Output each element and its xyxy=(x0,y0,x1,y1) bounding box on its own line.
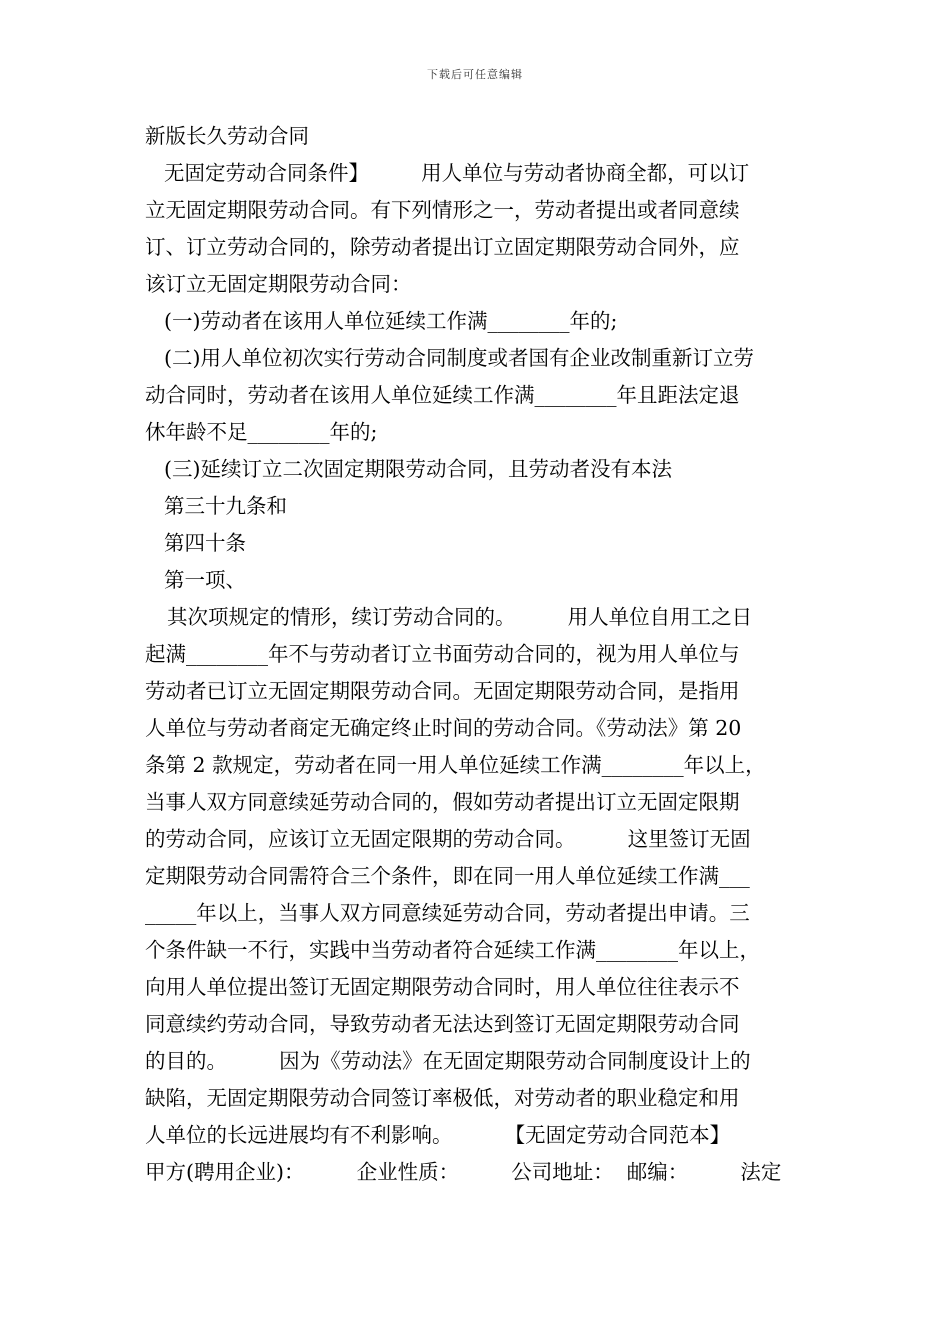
paragraph-line: 订、订立劳动合同的，除劳动者提出订立固定期限劳动合同外，应 xyxy=(145,235,740,259)
paragraph-line: 人单位与劳动者商定无确定终止时间的劳动合同。《劳动法》第 20 xyxy=(145,716,742,740)
list-item-three: (三)延续订立二次固定期限劳动合同，且劳动者没有本法 xyxy=(164,457,672,481)
paragraph-line: 的目的。 因为《劳动法》在无固定期限劳动合同制度设计上的 xyxy=(145,1049,751,1073)
paragraph-line: 无固定劳动合同条件】 用人单位与劳动者协商全都，可以订 xyxy=(164,161,750,185)
paragraph-line: 同意续约劳动合同，导致劳动者无法达到签订无固定期限劳动合同 xyxy=(145,1012,740,1036)
paragraph-line: 其次项规定的情形，续订劳动合同的。 用人单位自用工之日 xyxy=(167,605,753,629)
paragraph-line: 人单位的长远进展均有不利影响。 【无固定劳动合同范本】 xyxy=(145,1123,731,1147)
paragraph-line: 定期限劳动合同需符合三个条件，即在同一用人单位延续工作满___ xyxy=(145,864,750,888)
list-item-two: (二)用人单位初次实行劳动合同制度或者国有企业改制重新订立劳 xyxy=(164,346,754,370)
paragraph-line: 缺陷，无固定期限劳动合同签订率极低，对劳动者的职业稳定和用 xyxy=(145,1086,740,1110)
paragraph-line: 第三十九条和 xyxy=(164,494,287,518)
paragraph-line: 向用人单位提出签订无固定期限劳动合同时，用人单位往往表示不 xyxy=(145,975,740,999)
paragraph-line: 休年龄不足________年的; xyxy=(145,420,378,444)
download-note: 下载后可任意编辑 xyxy=(427,68,523,81)
paragraph-line: 该订立无固定期限劳动合同： xyxy=(145,272,412,296)
paragraph-line: 个条件缺一不行，实践中当劳动者符合延续工作满________年以上， xyxy=(145,938,760,962)
paragraph-line: 立无固定期限劳动合同。有下列情形之一，劳动者提出或者同意续 xyxy=(145,198,740,222)
paragraph-line: 起满________年不与劳动者订立书面劳动合同的，视为用人单位与 xyxy=(145,642,740,666)
document-title: 新版长久劳动合同 xyxy=(145,124,309,148)
paragraph-line: 当事人双方同意续延劳动合同的，假如劳动者提出订立无固定限期 xyxy=(145,790,740,814)
paragraph-line: 的劳动合同，应该订立无固定限期的劳动合同。 这里签订无固 xyxy=(145,827,751,851)
paragraph-line: 条第 2 款规定，劳动者在同一用人单位延续工作满________年以上， xyxy=(145,753,766,777)
paragraph-line: 第四十条 xyxy=(164,531,246,555)
paragraph-line: 劳动者已订立无固定期限劳动合同。无固定期限劳动合同，是指用 xyxy=(145,679,740,703)
paragraph-line: 动合同时，劳动者在该用人单位延续工作满________年且距法定退 xyxy=(145,383,740,407)
list-item-one: (一)劳动者在该用人单位延续工作满________年的; xyxy=(164,309,618,333)
paragraph-line: _____年以上，当事人双方同意续延劳动合同，劳动者提出申请。三 xyxy=(145,901,750,925)
party-a-info-line: 甲方(聘用企业)： 企业性质： 公司地址： 邮编： 法定 xyxy=(145,1160,782,1184)
paragraph-line: 第一项、 xyxy=(164,568,246,592)
